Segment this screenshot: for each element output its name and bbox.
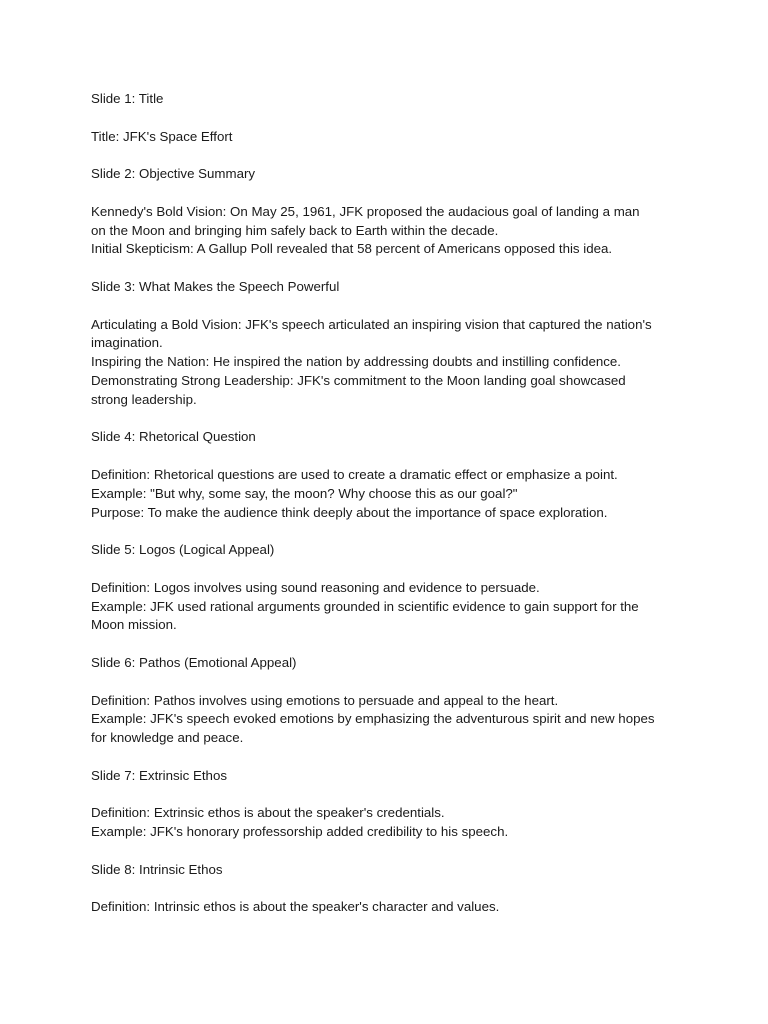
text-line: Slide 2: Objective Summary [91,166,256,182]
text-line: strong leadership. [91,391,197,407]
text-line: Articulating a Bold Vision: JFK's speech articulated an inspiring vision that captured the nation's [91,316,652,332]
text-line: Definition: Logos involves using sound reasoning and evidence to persuade. [91,579,540,595]
text-line: on the Moon and bringing him safely back to Earth within the decade. [91,222,499,238]
blank-line [91,635,691,654]
text-line: Slide 4: Rhetorical Question [91,429,256,445]
text-line: Example: JFK used rational arguments grounded in scientific evidence to gain support for the [91,598,639,614]
text-line: Example: "But why, some say, the moon? Why choose this as our goal?" [91,485,518,501]
text-line: for knowledge and peace. [91,730,244,746]
text-line: imagination. [91,335,163,351]
blank-line [91,785,691,804]
text-line: Slide 3: What Makes the Speech Powerful [91,278,340,294]
blank-line [91,146,691,165]
blank-line [91,259,691,278]
blank-line [91,410,691,429]
blank-line [91,184,691,203]
text-line: Moon mission. [91,617,177,633]
text-line: Slide 1: Title [91,91,164,106]
text-line: Example: JFK's honorary professorship added credibility to his speech. [91,824,509,840]
blank-line [91,109,691,128]
blank-line [91,748,691,767]
text-line: Definition: Rhetorical questions are used to create a dramatic effect or emphasize a point. [91,466,618,482]
text-line: Example: JFK's speech evoked emotions by emphasizing the adventurous spirit and new hopes [91,711,655,727]
blank-line [91,673,691,692]
blank-line [91,447,691,466]
blank-line [91,560,691,579]
blank-line [91,522,691,541]
blank-line [91,879,691,898]
text-line: Definition: Pathos involves using emotions to persuade and appeal to the heart. [91,692,559,708]
text-line: Title: JFK's Space Effort [91,128,233,144]
text-line: Definition: Extrinsic ethos is about the speaker's credentials. [91,805,445,821]
text-line: Demonstrating Strong Leadership: JFK's commitment to the Moon landing goal showcased [91,372,626,388]
blank-line [91,842,691,861]
text-line: Definition: Intrinsic ethos is about the speaker's character and values. [91,899,500,915]
text-line: Slide 8: Intrinsic Ethos [91,861,223,877]
text-line: Inspiring the Nation: He inspired the nation by addressing doubts and instilling confidence. [91,354,621,370]
text-line: Slide 5: Logos (Logical Appeal) [91,542,275,558]
text-line: Purpose: To make the audience think deeply about the importance of space exploration. [91,504,608,520]
document-body [91,90,691,917]
text-line: Slide 7: Extrinsic Ethos [91,767,227,783]
text-line: Slide 6: Pathos (Emotional Appeal) [91,654,297,670]
text-line: Initial Skepticism: A Gallup Poll revealed that 58 percent of Americans opposed this idea. [91,241,613,257]
text-line: Kennedy's Bold Vision: On May 25, 1961, JFK proposed the audacious goal of landing a man [91,203,640,219]
blank-line [91,297,691,316]
